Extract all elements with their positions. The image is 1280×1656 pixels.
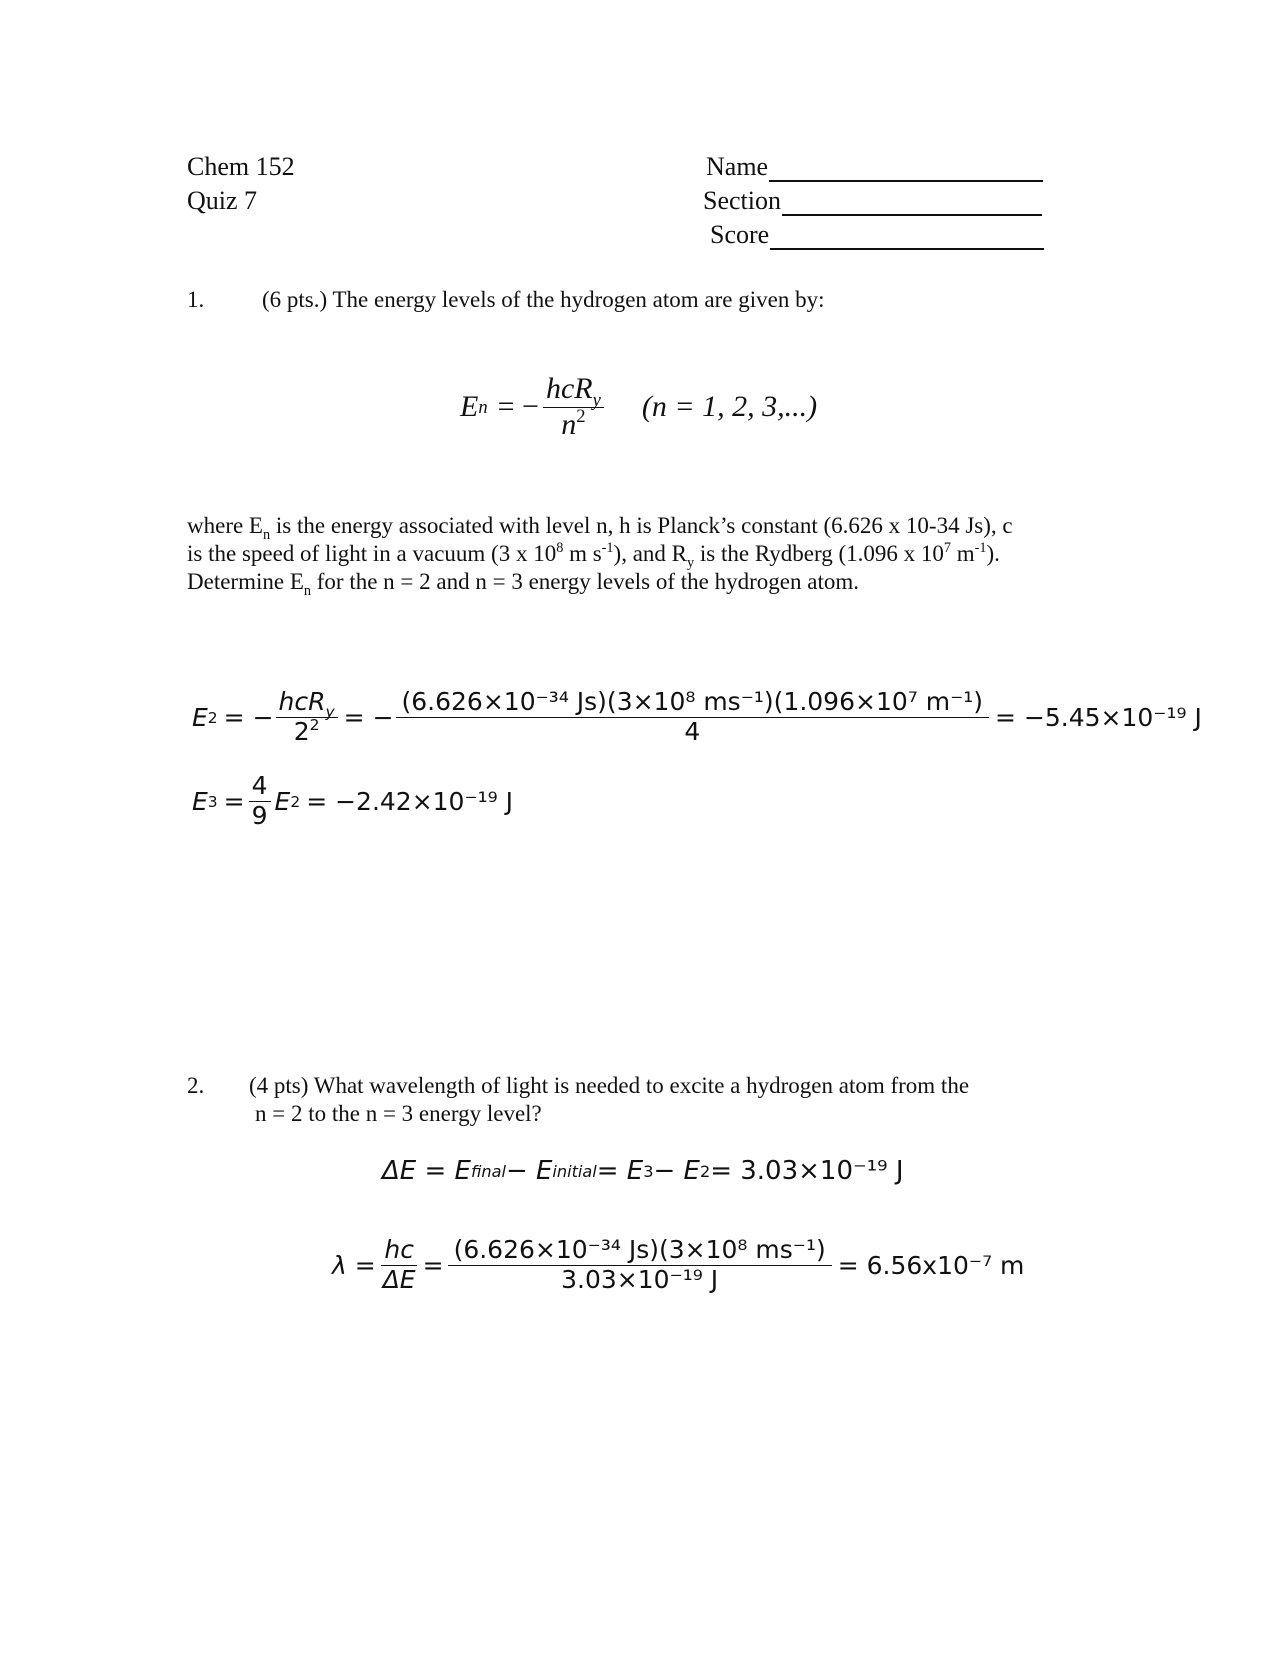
q1-desc-line1: where $E_n$ is the energy associated with level n, h is Planck’s constant (6.626 x 10-34 Js), c [187, 513, 1013, 544]
name-blank-line[interactable] [769, 156, 1043, 182]
q1-prompt: (6 pts.) The energy levels of the hydrogen atom are given by: [262, 287, 825, 312]
formula-denominator: $n^2$ [561, 405, 586, 441]
section-field[interactable] [703, 186, 1042, 216]
q1-description [187, 512, 1107, 600]
e3-result: = −2.42×10⁻¹⁹ J [306, 786, 514, 816]
lambda-big-fraction [448, 1236, 832, 1295]
formula-lhs: E [460, 390, 479, 423]
q2-prompt-line1: (4 pts) What wavelength of light is needed to excite a hydrogen atom from the [249, 1073, 970, 1098]
formula-condition: (n = 1, 2, 3,...) [641, 390, 818, 423]
lambda-result: = 6.56x10⁻⁷ m [837, 1250, 1025, 1280]
delta-mid2: − E [653, 1156, 700, 1186]
e2-big-den: 4 [684, 716, 701, 746]
e2-lhs: E [192, 702, 208, 732]
delta-minus: − E [505, 1156, 553, 1186]
energy-level-formula: E $_n$ = − $\frac{hcR_y}{n^2}$ (n = 1, 2, 3,...) [460, 372, 818, 441]
lambda-big-num: (6.626×10⁻³⁴ Js)(3×10⁸ ms⁻¹) [448, 1236, 832, 1266]
name-field[interactable] [706, 152, 1043, 182]
e2-big-fraction [396, 688, 990, 747]
section-blank-line[interactable] [782, 190, 1042, 216]
score-field[interactable] [710, 220, 1044, 250]
e2-fraction [276, 688, 338, 747]
q2-number: 2. [187, 1073, 205, 1098]
lambda-fraction [380, 1236, 419, 1295]
q2-prompt [249, 1072, 1069, 1128]
e2-result: = −5.45×10⁻¹⁹ J [995, 702, 1202, 732]
e3-frac-den: 9 [251, 800, 268, 830]
q1-number: 1. [187, 287, 205, 312]
formula-numerator: hcR$_y$ [543, 372, 604, 408]
delta-mid: = E [596, 1156, 644, 1186]
e2-big-num: (6.626×10⁻³⁴ Js)(3×10⁸ ms⁻¹)(1.096×10⁷ m⁻¹) [396, 688, 990, 718]
course-title: Chem 152 [187, 152, 295, 181]
lambda-frac-den: ΔE [382, 1264, 416, 1294]
e3-calculation: E $_3$ = $\frac{4}{9}$ E $_2$ = −2.42×10⁻¹⁹ J [192, 771, 514, 830]
formula-fraction [543, 372, 604, 442]
e3-e2-symbol: E [274, 786, 291, 816]
e3-lhs: E [192, 786, 208, 816]
e2-frac-den: $2^2$ [293, 715, 320, 746]
q1-desc-line3: Determine $E_n$ for the n = 2 and n = 3 energy levels of the hydrogen atom. [187, 569, 859, 600]
score-label: Score [710, 220, 770, 249]
q2-prompt-line2: n = 2 to the n = 3 energy level? [255, 1101, 542, 1126]
q1-desc-line2: is the speed of light in a vacuum (3 x $10^8$ m $s^{-1}$), and $R_y$ is the Rydberg (1.096 x $10^7$ $m^{-1}$). [187, 539, 1000, 572]
formula-equals: = − [497, 390, 539, 423]
e2-equals-2: = − [343, 702, 394, 732]
e3-fraction [249, 772, 271, 831]
e2-equals-1: = − [223, 702, 274, 732]
lambda-lhs: λ = [332, 1250, 376, 1280]
name-label: Name [706, 152, 769, 181]
delta-e-equation: ΔE = E $_{final}$ − E $_{initial}$ = E $_3$ − E $_2$ = 3.03×10⁻¹⁹ J [382, 1156, 904, 1186]
section-label: Section [703, 186, 781, 215]
lambda-big-den: 3.03×10⁻¹⁹ J [561, 1264, 719, 1294]
e2-frac-num: hcR$_y$ [276, 688, 338, 718]
e3-equals: = [223, 786, 245, 816]
quiz-title: Quiz 7 [187, 186, 258, 215]
lambda-equals: = [422, 1250, 444, 1280]
score-blank-line[interactable] [770, 224, 1044, 250]
e2-calculation: E $_2$ = − $\frac{hcR_y}{2^2}$ = − $\frac{\text{(6.626×10⁻³⁴ Js)(3×10⁸ ms⁻¹)(1.096×10⁷ m⁻¹)}}{4}$ = −5.45×10⁻¹⁹ J [192, 687, 1202, 746]
delta-result: = 3.03×10⁻¹⁹ J [710, 1156, 904, 1186]
lambda-frac-num: hc [381, 1236, 417, 1266]
lambda-equation [332, 1236, 1024, 1295]
delta-lhs: ΔE = E [382, 1156, 471, 1186]
e3-frac-num: 4 [249, 772, 271, 802]
